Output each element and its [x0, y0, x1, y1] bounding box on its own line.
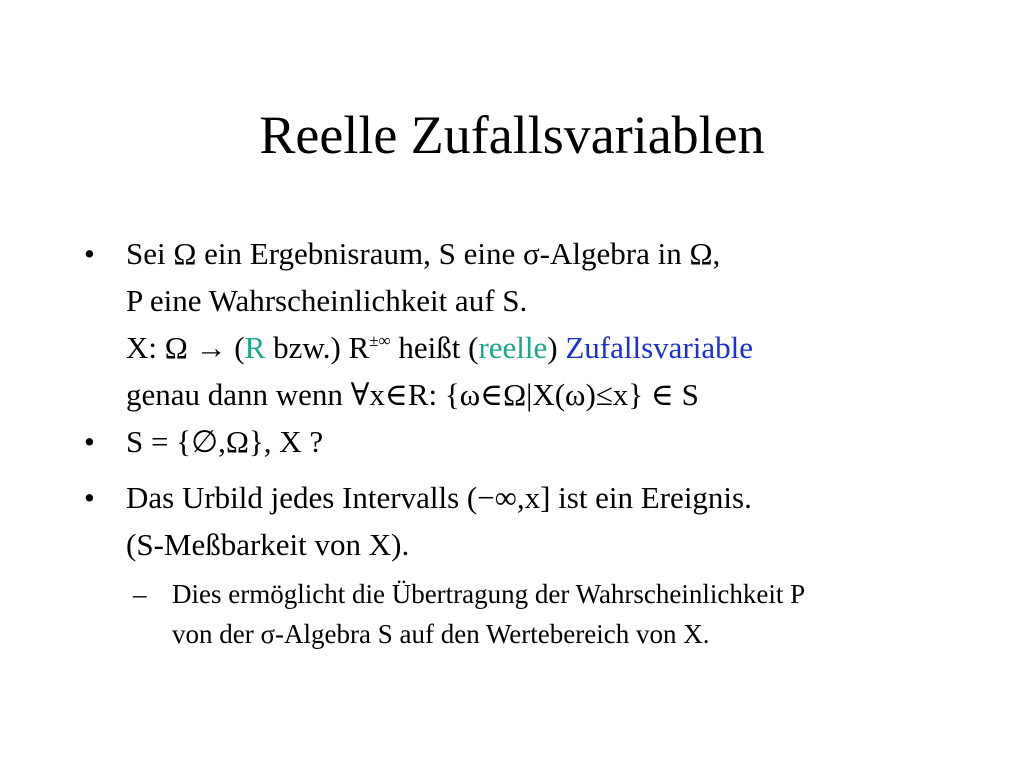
sub-bullet-line: Dies ermöglicht die Übertragung der Wahrscheinlichkeit P	[172, 579, 806, 609]
bullet-item-urbild	[0, 474, 1000, 568]
bullet-line-definition	[126, 324, 1000, 371]
highlight-zufallsvariable: Zufallsvariable	[565, 330, 754, 365]
bullet-line: (S-Meßbarkeit von X).	[126, 527, 410, 562]
bullet-marker: •	[84, 236, 95, 271]
slide-title: Reelle Zufallsvariablen	[259, 105, 765, 165]
bullet-line: P eine Wahrscheinlichkeit auf S.	[126, 283, 528, 318]
bullet-line: S = {∅,Ω}, X ?	[126, 424, 324, 459]
highlight-R: R	[244, 330, 266, 365]
bullet-line: genau dann wenn ∀x∈R: {ω∈Ω|X(ω)≤x} ∈ S	[126, 377, 699, 412]
bullet-marker: •	[84, 424, 95, 459]
sub-bullet-item	[0, 574, 1000, 654]
highlight-reelle: reelle	[478, 330, 548, 365]
bullet-item-definition	[0, 230, 1000, 418]
bullet-item-trivial-sigma	[0, 418, 1000, 465]
text-segment: X: Ω → (	[126, 330, 245, 365]
bullet-line: Sei Ω ein Ergebnisraum, S eine σ-Algebra in Ω,	[126, 236, 721, 271]
superscript-pm-infinity: ±∞	[369, 331, 391, 350]
bullet-line: Das Urbild jedes Intervalls (−∞,x] ist ein Ereignis.	[126, 480, 752, 515]
slide-content	[0, 230, 1000, 654]
text-segment: heißt (	[390, 330, 479, 365]
text-segment: bzw.) R	[265, 330, 370, 365]
sub-bullet-marker: –	[133, 579, 147, 609]
text-segment: )	[547, 330, 566, 365]
sub-bullet-line: von der σ-Algebra S auf den Wertebereich von X.	[172, 619, 710, 649]
bullet-marker: •	[84, 480, 95, 515]
